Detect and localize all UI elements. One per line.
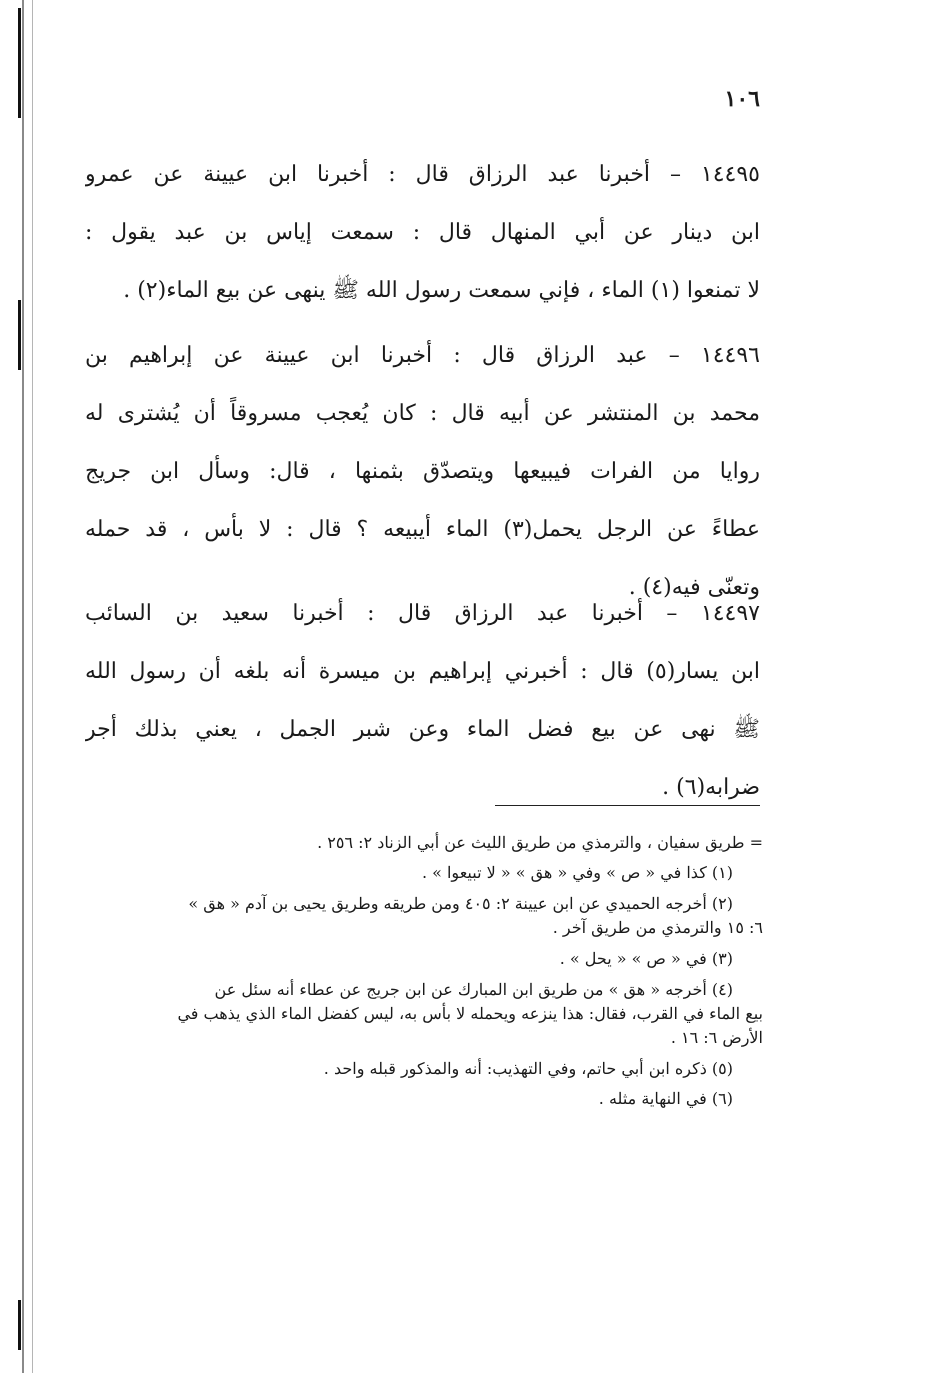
footnote-6: (٦) في النهاية مثله . bbox=[598, 1089, 733, 1108]
footnote-2-continued: ٦: ١٥ والترمذي من طريق آخر . bbox=[552, 918, 763, 937]
entry-line: ١٤٤٩٧ – أخبرنا عبد الرزاق قال : أخبرنا سعيد بن السائب bbox=[85, 601, 760, 626]
entry-line: ١٤٤٩٦ – عبد الرزاق قال : أخبرنا ابن عيينة عن إبراهيم بن bbox=[85, 343, 760, 368]
footnote-3: (٣) في « ص » « يحل » . bbox=[559, 949, 733, 968]
entry-line: وتعنّى فيه(٤) . bbox=[628, 575, 760, 600]
entry-line: ابن يسار(٥) قال : أخبرني إبراهيم بن ميسرة أنه بلغه أن رسول الله bbox=[85, 659, 760, 684]
entry-line: ضرابه(٦) . bbox=[662, 775, 760, 800]
scan-edge-line bbox=[22, 0, 24, 1373]
footnote-4: (٤) أخرجه « هق » من طريق ابن المبارك عن ابن جريج عن عطاء أنه سئل عن bbox=[214, 980, 733, 999]
hadith-entry-14495 bbox=[85, 146, 760, 320]
entry-line: عطاءً عن الرجل يحمل(٣) الماء أيبيعه ؟ قال : لا بأس ، قد حمله bbox=[85, 517, 760, 542]
entry-line: ابن دينار عن أبي المنهال قال : سمعت إياس بن عبد يقول : bbox=[85, 220, 760, 245]
footnote-4-continued: بيع الماء في القرب، فقال: هذا ينزعه ويحمله لا بأس به، ليس كفضل الماء الذي يذهب في bbox=[177, 1004, 763, 1023]
hadith-entry-14496 bbox=[85, 327, 760, 617]
footnote-1: (١) كذا في « ص » وفي « هق » « لا تبيعوا » . bbox=[421, 863, 733, 882]
scan-edge-mark bbox=[18, 300, 21, 370]
page-number: ١٠٦ bbox=[724, 86, 760, 112]
entry-line: ١٤٤٩٥ – أخبرنا عبد الرزاق قال : أخبرنا ابن عيينة عن عمرو bbox=[85, 162, 760, 187]
hadith-entry-14497 bbox=[85, 585, 760, 817]
scan-edge-mark bbox=[18, 1300, 21, 1350]
entry-line: ﷺ نهى عن بيع فضل الماء وعن شبر الجمل ، يعني بذلك أجر bbox=[85, 717, 760, 742]
footnote-5: (٥) ذكره ابن أبي حاتم، وفي التهذيب: أنه والمذكور قبله واحد . bbox=[323, 1059, 733, 1078]
footnote-continuation: = طريق سفيان ، والترمذي من طريق الليث عن أبي الزناد ٢: ٢٥٦ . bbox=[317, 833, 763, 852]
footnote-2: (٢) أخرجه الحميدي عن ابن عيينة ٢: ٤٠٥ ومن طريقه وطريق يحيى بن آدم « هق » bbox=[188, 894, 733, 913]
scan-edge-line bbox=[32, 0, 33, 1373]
footnotes bbox=[98, 828, 763, 1114]
entry-line: لا تمنعوا (١) الماء ، فإني سمعت رسول الله ﷺ ينهى عن بيع الماء(٢) . bbox=[123, 278, 760, 303]
footnote-4-continued: الأرض ٦: ١٦ . bbox=[670, 1028, 763, 1047]
scan-edge-mark bbox=[18, 8, 21, 118]
entry-line: محمد بن المنتشر عن أبيه قال : كان يُعجب مسروقاً أن يُشترى له bbox=[85, 401, 760, 426]
footnote-separator bbox=[495, 805, 760, 806]
entry-line: روايا من الفرات فيبيعها ويتصدّق بثمنها ، قال: وسأل ابن جريج bbox=[85, 459, 760, 484]
